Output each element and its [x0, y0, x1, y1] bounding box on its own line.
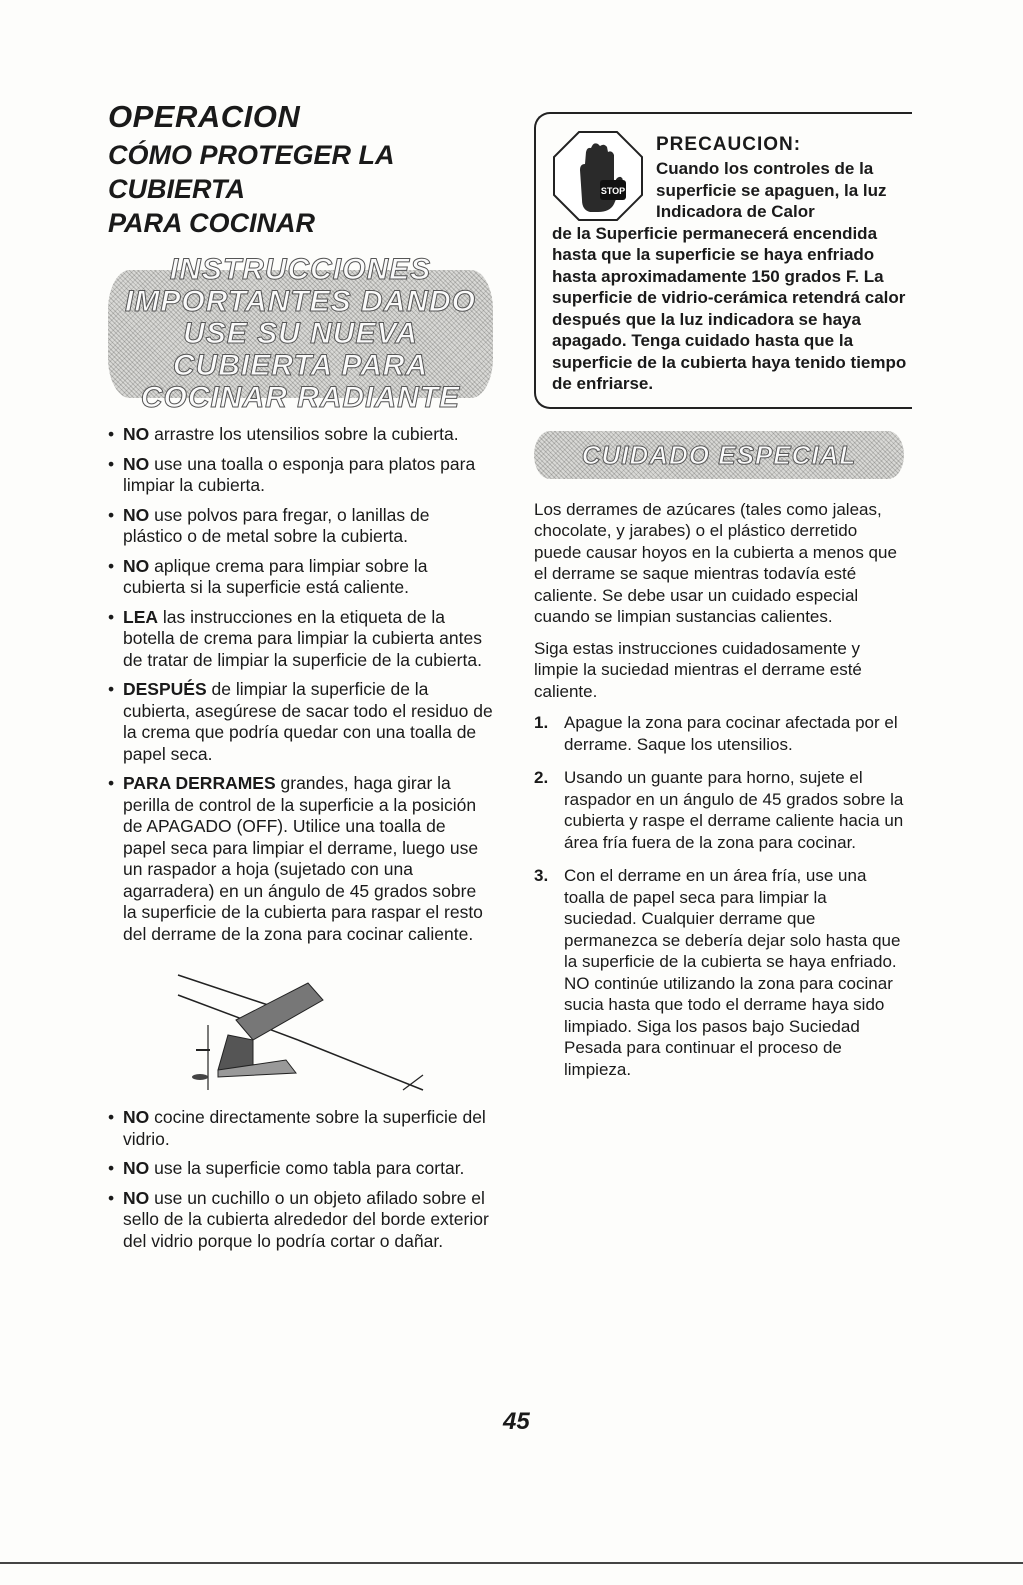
bullet-item [108, 1188, 493, 1253]
bullet-text: use polvos para fregar, o lanillas de plástico o de metal sobre la cubierta. [123, 504, 430, 546]
bullet-text: use una toalla o esponja para platos para limpiar la cubierta. [123, 453, 476, 495]
caution-header [552, 130, 908, 223]
caution-box [534, 112, 912, 409]
page-number: 45 [503, 1408, 530, 1435]
bottom-divider [0, 1562, 1023, 1564]
bullet-text: use la superficie como tabla para cortar. [149, 1158, 465, 1178]
step-item [534, 712, 904, 755]
caution-heading-group [656, 130, 908, 223]
stop-hand-icon [552, 130, 644, 222]
bullet-text: use un cuchillo o un objeto afilado sobre el sello de la cubierta alrededor del borde exterior del vidrio porque lo podría cortar o dañar. [123, 1187, 489, 1251]
bullet-text: cocine directamente sobre la superficie del vidrio. [123, 1107, 486, 1149]
caution-body: de la Superficie permanecerá encendida hasta que la superficie se haya enfriado hasta aproximadamente 150 grados F. La superficie de vidrio-cerámica retendrá calor después que la luz indicadora se haya apagado. Tenga cuidado hasta que la superficie de la cubierta haya tenido tiempo de enfriarse. [552, 223, 907, 393]
left-column [108, 100, 493, 1260]
bullet-text: aplique crema para limpiar sobre la cubierta si la superficie está caliente. [123, 555, 428, 597]
step-number: 1. [534, 713, 549, 732]
paragraph-instructions: Siga estas instrucciones cuidadosamente y limpie la suciedad mientras el derrame esté caliente. [534, 638, 862, 701]
bullet-text: grandes, haga girar la perilla de control de la superficie a la posición de APAGADO (OFF). Utilice una toalla de papel seca para limpiar el derrame, luego use un raspador a hoja (sujetado con una agarradera) en un ángulo de 45 grados sobre la superficie de la cubierta para raspar el resto del derrame de la zona para cocinar caliente. [123, 773, 483, 944]
step-item [534, 865, 904, 1080]
bullet-item [108, 607, 493, 672]
special-care-banner-text: CUIDADO ESPECIAL [581, 439, 857, 470]
paragraph-intro: Los derrames de azúcares (tales como jaleas, chocolate, y jarabes) o el plástico derretido puede causar hoyos en la cubierta a menos que el derrame se saque mientras todavía esté caliente. Se debe usar un cuidado especial cuando se limpian sustancias calientes. [534, 499, 897, 626]
bullet-keyword: NO [123, 555, 150, 576]
bullet-list-bottom [108, 1107, 493, 1252]
bullet-list-top [108, 424, 493, 945]
scraper-illustration [158, 965, 458, 1095]
subtitle-line-1: CÓMO PROTEGER LA CUBIERTA [108, 140, 394, 204]
bullet-text: de limpiar la superficie de la cubierta, asegúrese de sacar todo el residuo de la crema que podría quedar con una toalla de papel seca. [123, 679, 493, 764]
bullet-keyword: PARA DERRAMES [123, 773, 276, 793]
step-text: Con el derrame en un área fría, use una toalla de papel seca para limpiar la suciedad. Cualquier derrame que permanezca se debería dejar solo hasta que la superficie de la cubierta se haya enfriado. NO continúe utilizando la zona para cocinar sucia hasta que todo el derrame haya sido limpiado. Siga los pasos bajo Suciedad Pesada para continuar el proceso de limpieza. [564, 866, 901, 1079]
bullet-item [108, 424, 493, 446]
caution-head-text: Cuando los controles de la superficie se apaguen, la luz Indicadora de Calor [656, 159, 887, 221]
bullet-keyword: DESPUÉS [123, 679, 207, 699]
special-care-banner [534, 431, 904, 479]
step-number: 3. [534, 866, 549, 885]
bullet-text: las instrucciones en la etiqueta de la botella de crema para limpiar la cubierta antes de tratar de limpiar la superficie de la cubierta. [123, 606, 482, 670]
bullet-item [108, 454, 493, 497]
section-title: OPERACION [108, 99, 301, 134]
right-column [534, 112, 907, 1092]
bullet-item [108, 773, 493, 945]
bullet-text: arrastre los utensilios sobre la cubierta. [149, 424, 459, 444]
bullet-keyword: NO [123, 504, 150, 525]
stop-label: STOP [600, 186, 626, 196]
subtitle-line-2: PARA COCINAR [108, 208, 315, 238]
step-item [534, 767, 904, 853]
bullet-item [108, 505, 493, 548]
instructions-banner-text: INSTRUCCIONES IMPORTANTES DANDO USE SU NUEVA CUBIERTA PARA COCINAR RADIANTE [125, 253, 476, 414]
instructions-banner [108, 253, 493, 414]
bullet-keyword: NO [123, 453, 150, 474]
bullet-keyword: NO [123, 1187, 150, 1208]
bullet-item [108, 556, 493, 599]
bullet-keyword: NO [123, 1107, 150, 1127]
bullet-keyword: NO [123, 1158, 150, 1178]
caution-title: PRECAUCION: [656, 134, 802, 155]
bullet-keyword: NO [123, 424, 150, 444]
step-text: Apague la zona para cocinar afectada por el derrame. Saque los utensilios. [564, 713, 898, 754]
step-number: 2. [534, 768, 549, 787]
step-text: Usando un guante para horno, sujete el raspador en un ángulo de 45 grados sobre la cubierta y raspe el derrame caliente hacia un área fría fuera de la zona para cocinar. [564, 768, 904, 852]
steps-list [534, 712, 904, 1080]
bullet-item [108, 679, 493, 765]
bullet-item [108, 1107, 493, 1150]
bullet-keyword: LEA [123, 606, 158, 627]
bullet-item [108, 1158, 493, 1180]
